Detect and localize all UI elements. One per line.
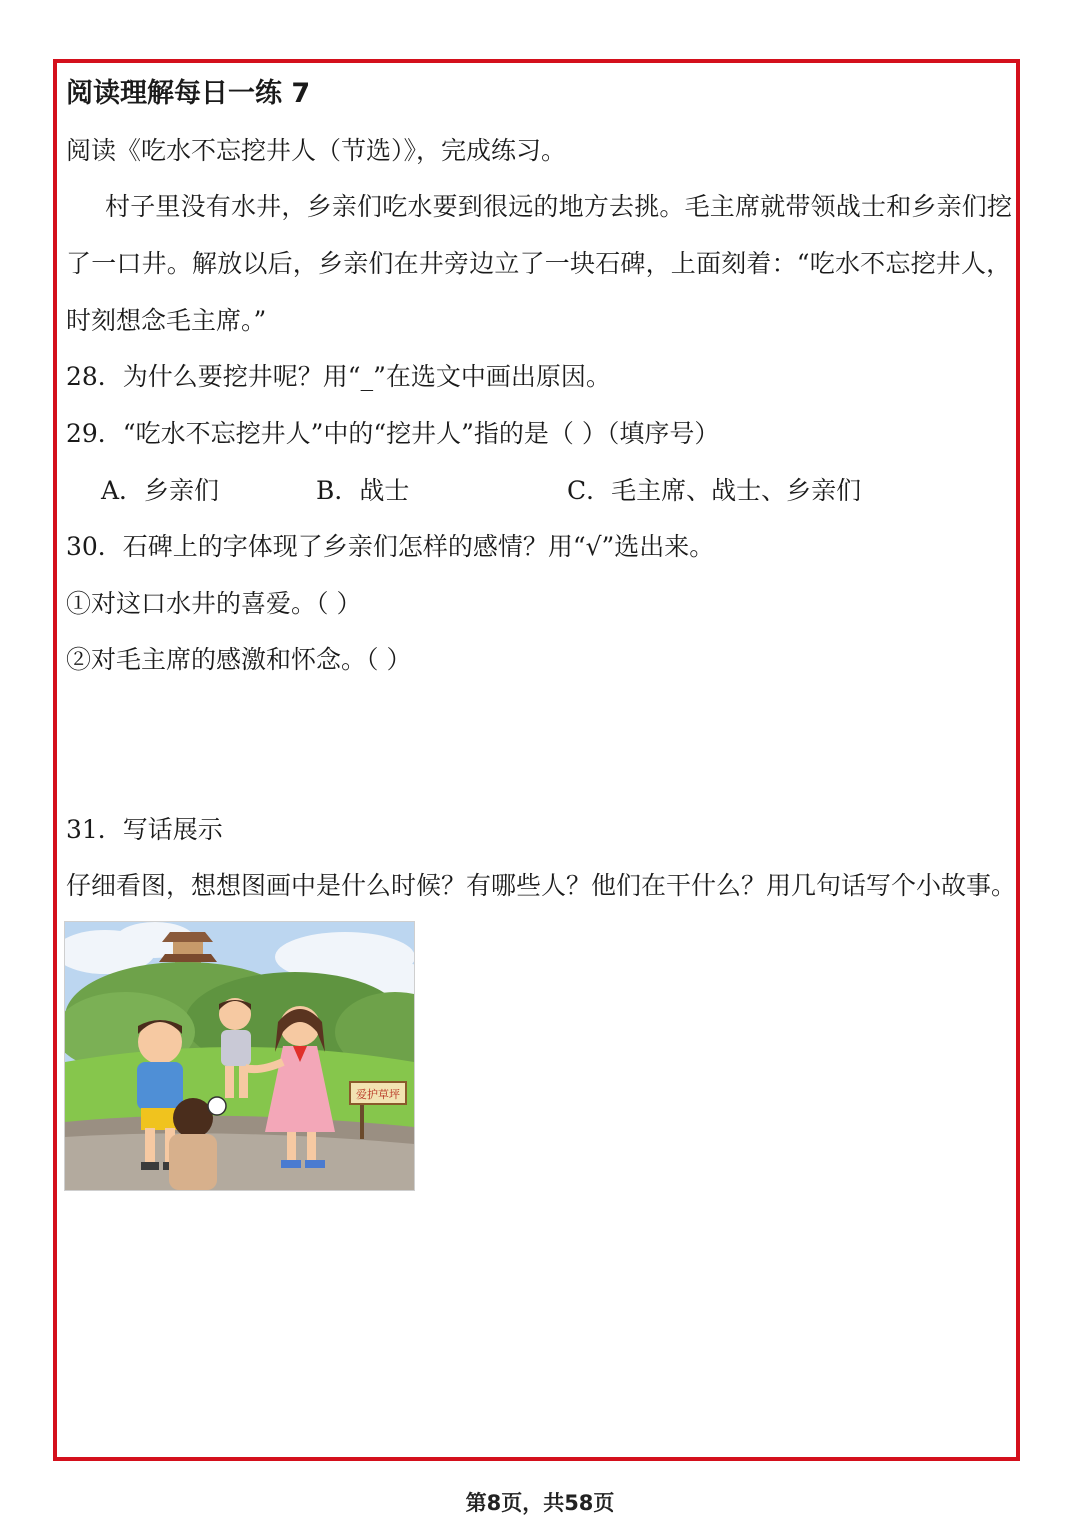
passage-line-2: 了一口井。解放以后，乡亲们在井旁边立了一块石碑，上面刻着：“吃水不忘挖井人， — [66, 249, 1012, 278]
passage-line-1: 村子里没有水井，乡亲们吃水要到很远的地方去挑。毛主席就带领战士和乡亲们挖 — [105, 192, 1013, 221]
park-children-illustration — [64, 921, 415, 1191]
q29-option-b: B．战士 — [316, 476, 410, 505]
q30-choice-2: ②对毛主席的感激和怀念。（ ） — [66, 645, 412, 674]
q29-option-a: A．乡亲们 — [101, 476, 220, 505]
question-30: 30．石碑上的字体现了乡亲们怎样的感情？用“√”选出来。 — [66, 532, 715, 561]
question-29: 29．“吃水不忘挖井人”中的“挖井人”指的是（ ）（填序号） — [66, 419, 720, 448]
question-31: 31．写话展示 — [66, 815, 223, 844]
sign-text: 爱护草坪 — [356, 1088, 400, 1101]
passage-line-3: 时刻想念毛主席。” — [66, 306, 267, 335]
question-28: 28．为什么要挖井呢？用“_”在选文中画出原因。 — [66, 362, 611, 391]
page-title: 阅读理解每日一练 7 — [66, 78, 311, 109]
q30-choice-1: ①对这口水井的喜爱。（ ） — [66, 589, 362, 618]
reading-intro: 阅读《吃水不忘挖井人（节选）》，完成练习。 — [66, 136, 567, 165]
q29-option-c: C．毛主席、战士、乡亲们 — [567, 476, 862, 505]
page-footer: 第8页，共58页 — [465, 1491, 615, 1515]
question-31-instruction: 仔细看图，想想图画中是什么时候？有哪些人？他们在干什么？用几句话写个小故事。 — [66, 871, 1017, 900]
